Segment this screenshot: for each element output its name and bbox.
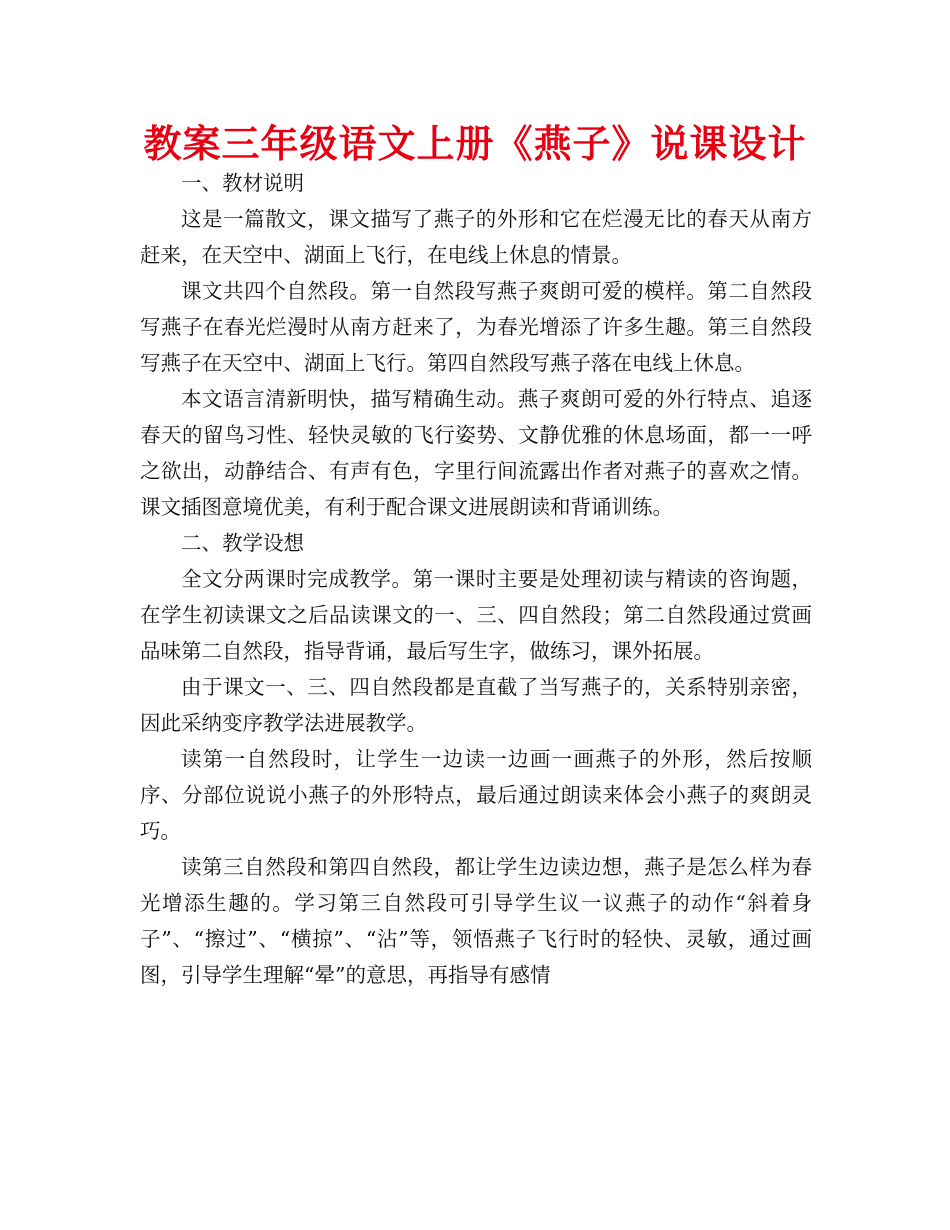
document-title: 教案三年级语文上册《燕子》说课设计 xyxy=(143,122,807,166)
section-heading-teaching-plan: 二、教学设想 xyxy=(181,531,304,555)
paragraph: 读第三自然段和第四自然段，都让学生边读边想，燕子是怎么样为春光增添生趣的。学习第三自然段可引导学生议一议燕子的动作“斜着身子”、“擦过”、“横掠”、“沾”等，领悟燕子飞行时的轻快、灵敏，通过画图，引导学生理解“晕”的意思，再指导有感情 xyxy=(140,855,812,987)
paragraph: 由于课文一、三、四自然段都是直截了当写燕子的，关系特别亲密，因此采纳变序教学法进展教学。 xyxy=(140,675,812,735)
paragraph: 读第一自然段时，让学生一边读一边画一画燕子的外形，然后按顺序、分部位说说小燕子的外形特点，最后通过朗读来体会小燕子的爽朗灵巧。 xyxy=(140,747,812,843)
section-heading-materials: 一、教材说明 xyxy=(181,171,304,195)
paragraph: 课文共四个自然段。第一自然段写燕子爽朗可爱的模样。第二自然段写燕子在春光烂漫时从南方赶来了，为春光增添了许多生趣。第三自然段写燕子在天空中、湖面上飞行。第四自然段写燕子落在电线上休息。 xyxy=(140,279,812,375)
document-body xyxy=(140,165,812,993)
paragraph: 本文语言清新明快，描写精确生动。燕子爽朗可爱的外行特点、追逐春天的留鸟习性、轻快灵敏的飞行姿势、文静优雅的休息场面，都一一呼之欲出，动静结合、有声有色，字里行间流露出作者对燕子的喜欢之情。课文插图意境优美，有利于配合课文进展朗读和背诵训练。 xyxy=(140,387,812,519)
paragraph: 全文分两课时完成教学。第一课时主要是处理初读与精读的咨询题，在学生初读课文之后品读课文的一、三、四自然段；第二自然段通过赏画品味第二自然段，指导背诵，最后写生字，做练习，课外拓展。 xyxy=(140,567,812,663)
paragraph: 这是一篇散文，课文描写了燕子的外形和它在烂漫无比的春天从南方赶来，在天空中、湖面上飞行，在电线上休息的情景。 xyxy=(140,207,812,267)
